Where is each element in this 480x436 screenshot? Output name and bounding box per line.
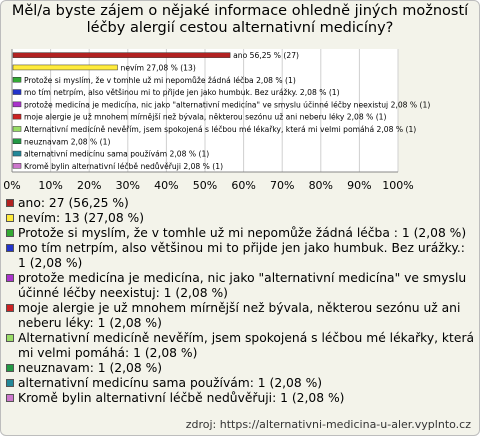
- legend-item: [6, 271, 476, 301]
- source-note: zdroj: https://alternativni-medicina-u-aler.vyplnto.cz: [185, 418, 471, 431]
- legend-label: Kromě bylin alternativní léčbě nedůvěřuji: 1 (2,08 %): [18, 391, 345, 405]
- legend-label: ano: 27 (56,25 %): [18, 196, 129, 210]
- bar: [13, 102, 21, 107]
- legend-swatch: [6, 364, 14, 372]
- x-tick-label: 30%: [115, 179, 141, 192]
- legend-swatch: [6, 334, 14, 342]
- bar-label: alternativní medicínu sama používám 2,08 % (1): [24, 149, 210, 159]
- legend-swatch: [6, 199, 14, 207]
- x-tick-label: 70%: [269, 179, 295, 192]
- x-tick-label: 60%: [231, 179, 256, 192]
- x-tick-label: 50%: [192, 179, 218, 192]
- bar-label: Protože si myslím, že v tomhle už mi nepomůže žádná léčba 2,08 % (1): [24, 75, 296, 85]
- legend-swatch: [6, 229, 14, 237]
- bar: [13, 114, 21, 119]
- x-tick-label: 80%: [308, 179, 334, 192]
- legend-swatch: [6, 214, 14, 222]
- legend-item: [6, 361, 476, 376]
- legend-item: [6, 226, 476, 241]
- legend-label: nevím: 13 (27,08 %): [18, 211, 145, 225]
- chart-title: Měl/a byste zájem o nějaké informace ohledně jiných možností léčby alergií cestou alternativní medicíny?: [11, 3, 469, 36]
- bar: [13, 65, 118, 70]
- legend-item: [6, 196, 476, 211]
- bar: [13, 139, 21, 144]
- legend-item: [6, 301, 476, 331]
- legend-item: [6, 331, 476, 361]
- x-tick-label: 20%: [76, 179, 102, 192]
- bar-label: Alternativní medicíně nevěřím, jsem spokojená s léčbou mé lékařky, která mi velmi pomáhá 2,08 % (1): [24, 124, 417, 134]
- x-tick-label: 90%: [347, 179, 372, 192]
- legend-swatch: [6, 274, 14, 282]
- chart-legend: [6, 196, 476, 406]
- bar-label: moje alergie je už mnohem mírnější než bývala, některou sezónu už ani neberu léky 2,08 % (1): [24, 112, 387, 122]
- x-tick-label: 100%: [382, 179, 414, 192]
- bar-label: neuznavam 2,08 % (1): [24, 137, 111, 147]
- legend-label: alternativní medicínu sama používám: 1 (2,08 %): [18, 376, 323, 390]
- legend-item: [6, 376, 476, 391]
- bar-chart: [1, 1, 480, 196]
- legend-swatch: [6, 379, 14, 387]
- legend-swatch: [6, 304, 14, 312]
- bar-label: ano 56,25 % (27): [233, 51, 300, 61]
- legend-swatch: [6, 394, 14, 402]
- legend-label: moje alergie je už mnohem mírnější než bývala, některou sezónu už ani neberu léky: 1 (2,08 %): [18, 301, 461, 330]
- legend-label: mo tím netrpím, also většinou mi to přijde jen jako humbuk. Bez urážky.: 1 (2,08 %): [18, 241, 465, 270]
- x-tick-label: 10%: [38, 179, 63, 192]
- bar: [13, 53, 230, 58]
- legend-swatch: [6, 244, 14, 252]
- legend-label: neuznavam: 1 (2,08 %): [18, 361, 163, 375]
- bar: [13, 151, 21, 156]
- bar-label: nevím 27,08 % (13): [120, 63, 196, 73]
- bar-label: protože medicína je medicína, nic jako "alternativní medicína" ve smyslu účinné léčby neexistuj 2,08 % (1): [24, 100, 431, 110]
- x-tick-label: 40%: [154, 179, 179, 192]
- bar: [13, 77, 21, 82]
- bar-label: Kromě bylin alternativní léčbě nedůvěřuji 2,08 % (1): [24, 161, 224, 171]
- x-tick-label: 0%: [3, 179, 21, 192]
- bar: [13, 126, 21, 131]
- bar: [13, 163, 21, 168]
- legend-label: protože medicína je medicína, nic jako "alternativní medicína" ve smyslu účinné léčby neexistuj: 1 (2,08 %): [18, 271, 467, 300]
- legend-item: [6, 241, 476, 271]
- legend-label: Alternativní medicíně nevěřím, jsem spokojená s léčbou mé lékařky, která mi velmi pomáhá: 1 (2,08 %): [18, 331, 475, 360]
- legend-label: Protože si myslím, že v tomhle už mi nepomůže žádná léčba : 1 (2,08 %): [18, 226, 467, 240]
- bar-label: mo tím netrpím, also většinou mi to přijde jen jako humbuk. Bez urážky. 2,08 % (1): [24, 88, 340, 98]
- bar: [13, 90, 21, 95]
- legend-item: [6, 391, 476, 406]
- legend-item: [6, 211, 476, 226]
